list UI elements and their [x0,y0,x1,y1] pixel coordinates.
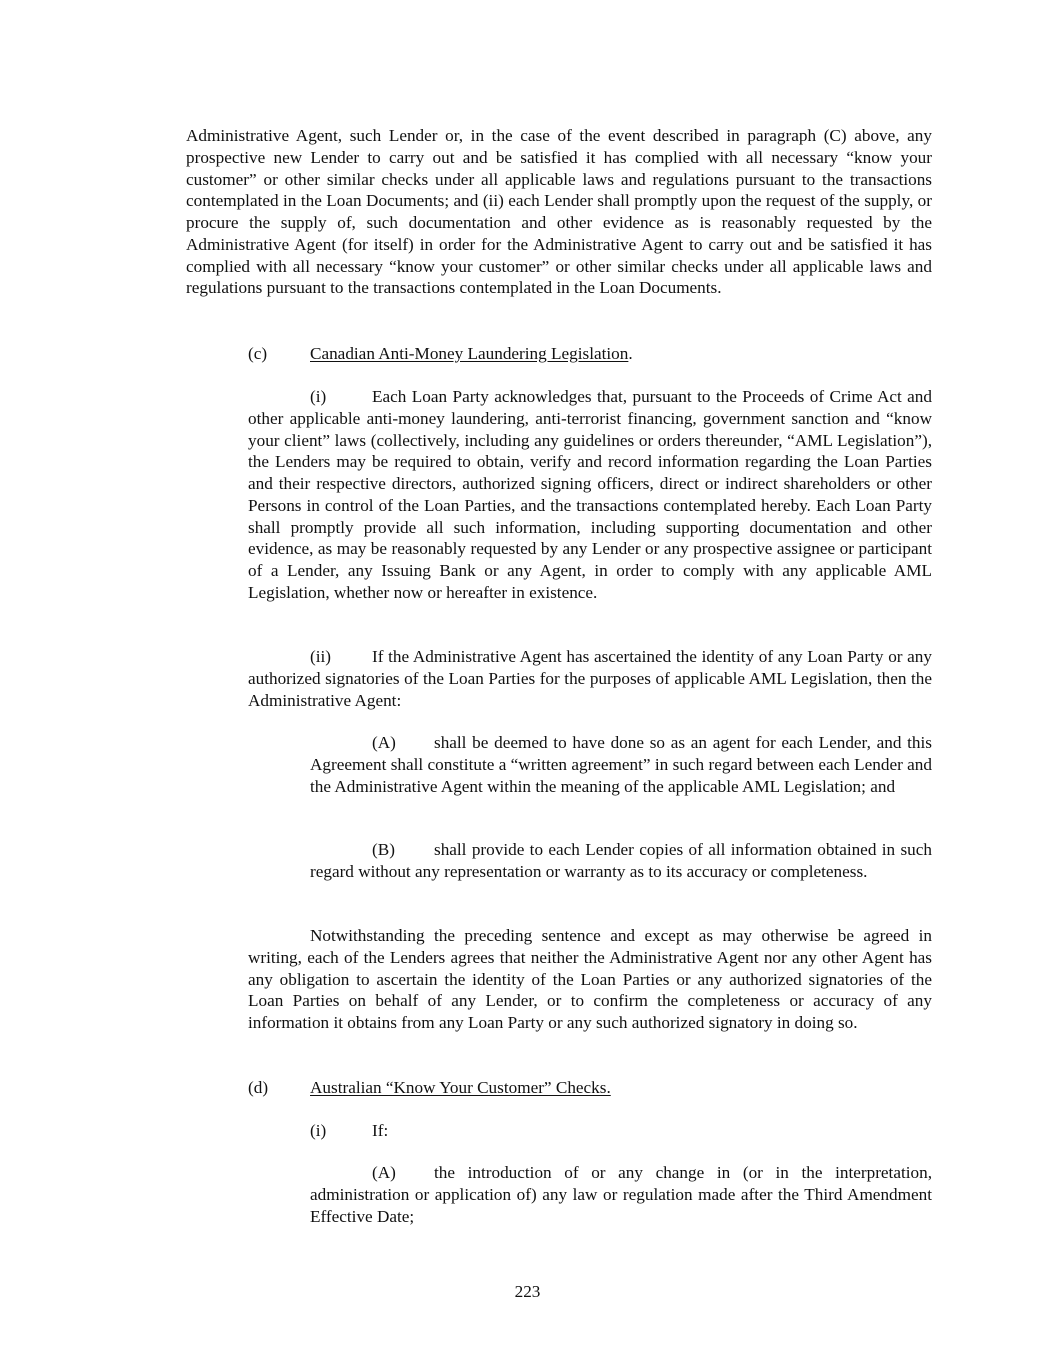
section-d-number: (d) [248,1078,269,1097]
page-number: 223 [514,1282,541,1301]
section-c-item-ii [248,646,932,711]
section-d-item-i-number: (i) [310,1121,327,1140]
section-d-item-i [310,1120,388,1142]
section-d-item-i-sub-a [310,1162,932,1227]
section-c-item-i-number: (i) [310,387,327,406]
intro-paragraph: Administrative Agent, such Lender or, in the case of the event described in paragraph (C) above, any prospective new Lender to carry out and be satisfied it has complied with all necessary “know your customer” or other similar checks under all applicable laws and regulations pursuant to the transactions contemplated in the Loan Documents; and (ii) each Lender shall promptly upon the request of the supply, or procure the supply of, such documentation and other evidence as is reasonably requested by the Administrative Agent (for itself) in order for the Administrative Agent to carry out and be satisfied it has complied with all necessary “know your customer” or other similar checks under all applicable laws and regulations pursuant to the transactions contemplated in the Loan Documents. [186,126,932,298]
section-d-heading [248,1077,611,1099]
section-c-number: (c) [248,344,268,363]
section-c-title-punct: . [628,344,633,363]
section-c-item-i-text: Each Loan Party acknowledges that, pursuant to the Proceeds of Crime Act and other applicable anti-money laundering, anti-terrorist financing, government sanction and “know your client” laws (collectively, including any guidelines or orders thereunder, “AML Legislation”), the Lenders may be required to obtain, verify and record information regarding the Loan Parties and their respective directors, authorized signing officers, direct or indirect shareholders or other Persons in control of the Loan Parties, and the transactions contemplated hereby. Each Loan Party shall promptly provide all such information, including supporting documentation and other evidence, as may be reasonably requested by any Lender or any prospective assignee or participant of a Lender, any Issuing Bank or any Agent, in order to comply with any applicable AML Legislation, whether now or hereafter in existence. [248,387,932,602]
section-d-item-i-text: If: [372,1121,389,1140]
section-c-title: Canadian Anti-Money Laundering Legislation [310,344,629,363]
section-d-item-i-sub-a-number: (A) [372,1163,396,1182]
section-c-item-ii-sub-a-text: shall be deemed to have done so as an agent for each Lender, and this Agreement shall constitute a “written agreement” in such regard between each Lender and the Administrative Agent within the meaning of the applicable AML Legislation; and [310,733,932,796]
section-c-item-ii-sub-a-number: (A) [372,733,396,752]
section-d-item-i-sub-a-text: the introduction of or any change in (or in the interpretation, administration or application of) any law or regulation made after the Third Amendment Effective Date; [310,1163,932,1226]
section-c-item-ii-number: (ii) [310,647,331,666]
section-c-item-ii-sub-b-number: (B) [372,840,395,859]
section-c-item-ii-sub-a [310,732,932,797]
section-c-item-ii-text: If the Administrative Agent has ascertained the identity of any Loan Party or any authorized signatories of the Loan Parties for the purposes of applicable AML Legislation, then the Administrative Agent: [248,647,932,710]
section-d-title: Australian “Know Your Customer” Checks. [310,1078,611,1097]
section-c-closing-paragraph: Notwithstanding the preceding sentence and except as may otherwise be agreed in writing, each of the Lenders agrees that neither the Administrative Agent nor any other Agent has any obligation to ascertain the identity of the Loan Parties or any authorized signatories of the Loan Parties on behalf of any Lender, or to confirm the completeness or accuracy of any information it obtains from any Loan Party or any such authorized signatory in doing so. [248,926,932,1032]
section-c-heading [248,343,633,365]
section-c-item-i [248,386,932,604]
section-c-item-ii-sub-b [310,839,932,883]
section-c-item-ii-sub-b-text: shall provide to each Lender copies of all information obtained in such regard without any representation or warranty as to its accuracy or completeness. [310,840,932,881]
